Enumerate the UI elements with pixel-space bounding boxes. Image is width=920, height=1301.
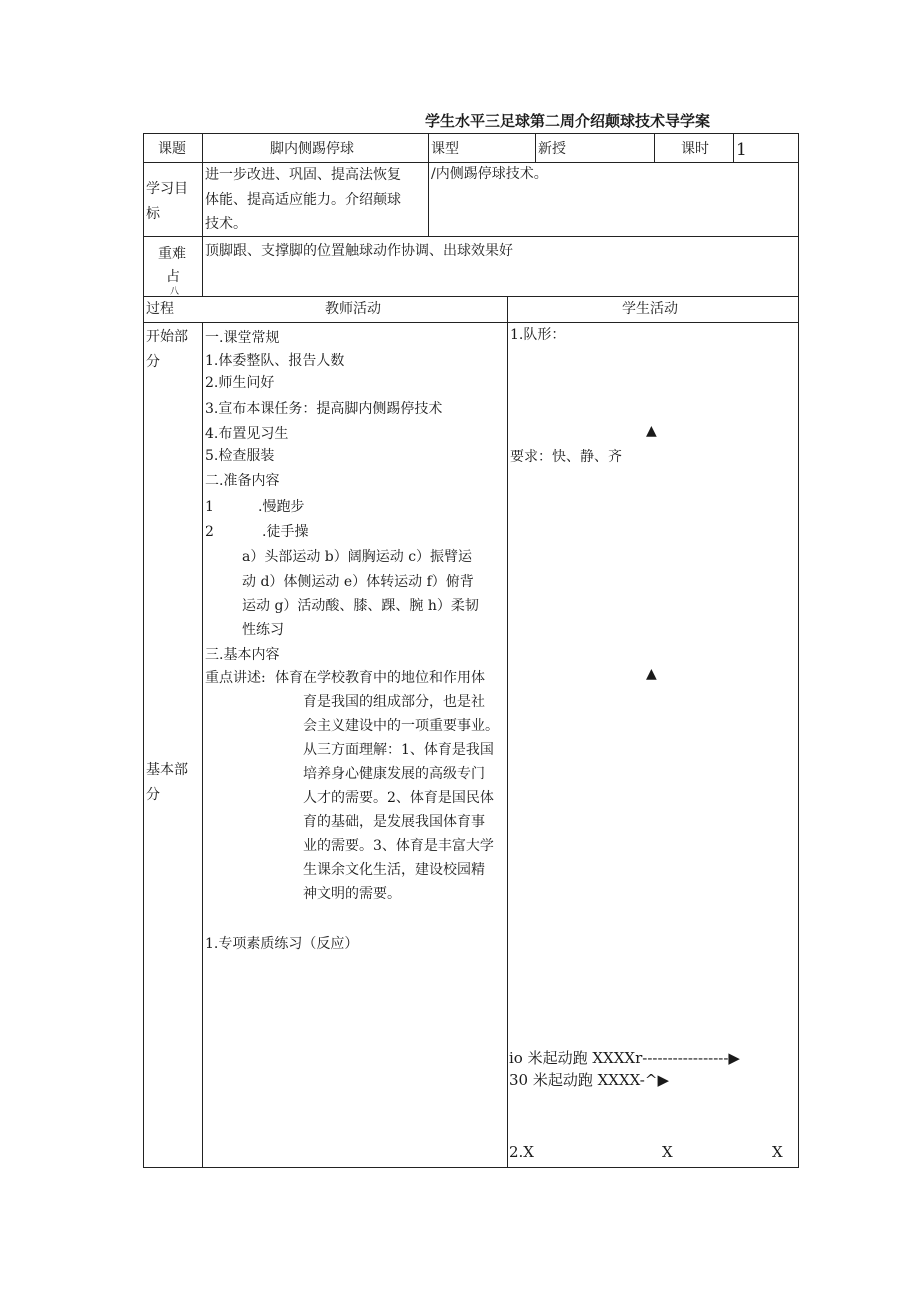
routine-item-2: 2.师生问好	[205, 375, 275, 391]
grid-line	[143, 1167, 799, 1168]
prep-item-1-text: .慢跑步	[258, 499, 305, 515]
basic-title: 三.基本内容	[205, 647, 280, 663]
prep-title: 二.准备内容	[205, 473, 280, 489]
x-marker-3: X	[772, 1143, 783, 1161]
grid-line	[143, 236, 799, 237]
prep-item-2-text: .徒手操	[262, 524, 309, 540]
difficulty-label-2: 占	[166, 269, 180, 285]
exercise-line-2: 动 d）体侧运动 e）体转运动 f）俯背	[242, 574, 474, 590]
grid-line	[143, 133, 144, 1168]
goals-right-text: /内侧踢停球技术。	[431, 166, 548, 182]
routine-item-4: 4.布置见习生	[205, 426, 289, 442]
run-10m-text: io 米起动跑 XXXXr-----------------▶	[509, 1049, 740, 1067]
goals-left-line-2: 体能、提高适应能力。介绍颠球	[205, 192, 401, 208]
column-student: 学生活动	[622, 301, 678, 317]
routine-title: 一.课堂常规	[205, 330, 280, 346]
focus-first-line: 体育在学校教育中的地位和作用体	[275, 670, 485, 686]
grid-line	[428, 133, 429, 236]
grid-line	[733, 133, 734, 162]
type-label: 课型	[431, 141, 459, 157]
focus-label: 重点讲述:	[205, 670, 266, 686]
goals-left-line-1: 进一步改进、巩固、提高法恢复	[205, 167, 401, 183]
grid-line	[143, 296, 799, 297]
grid-line	[798, 133, 799, 1168]
goals-left-line-3: 技术。	[205, 216, 247, 232]
triangle-marker-icon: ▲	[646, 423, 657, 439]
grid-line	[535, 133, 536, 162]
grid-line	[143, 322, 799, 323]
difficulty-label-1: 重难	[158, 246, 186, 262]
section-basic-label-2: 分	[146, 787, 160, 803]
focus-line-8: 生课余文化生活，建设校园精	[303, 862, 485, 878]
section-start-label-1: 开始部	[146, 329, 188, 345]
grid-line	[654, 133, 655, 162]
difficulty-label-3: 八	[170, 287, 180, 297]
exercise-line-4: 性练习	[242, 622, 284, 638]
grid-line	[202, 322, 203, 1168]
focus-line-4: 培养身心健康发展的高级专门	[303, 766, 485, 782]
section-start-label-2: 分	[146, 354, 160, 370]
focus-line-5: 人才的需要。2、体育是国民体	[303, 790, 494, 806]
hours-value: 1	[736, 140, 747, 160]
focus-line-3: 从三方面理解：1、体育是我国	[303, 742, 494, 758]
grid-line	[143, 162, 799, 163]
x-marker-2: X	[662, 1143, 673, 1161]
prep-item-1-number: 1	[205, 499, 214, 515]
prep-item-2-number: 2	[205, 524, 214, 540]
grid-line	[143, 133, 799, 134]
grid-line	[507, 296, 508, 1168]
routine-item-3: 3.宣布本课任务：提高脚内侧踢停技术	[205, 401, 443, 417]
routine-item-1: 1.体委整队、报告人数	[205, 353, 345, 369]
focus-line-7: 业的需要。3、体育是丰富大学	[303, 838, 494, 854]
type-value: 新授	[538, 141, 566, 157]
goals-label-2: 标	[146, 206, 160, 222]
focus-line-6: 育的基础，是发展我国体育事	[303, 814, 485, 830]
run-30m-text: 30 米起动跑 XXXX-^▶	[509, 1071, 669, 1089]
focus-line-1: 育是我国的组成部分，也是社	[303, 694, 485, 710]
requirement-text: 要求：快、静、齐	[510, 449, 622, 465]
triangle-marker-icon: ▲	[646, 666, 657, 682]
page-title: 学生水平三足球第二周介绍颠球技术导学案	[425, 112, 711, 130]
x-marker-1: 2.X	[509, 1143, 534, 1161]
special-practice: 1.专项素质练习（反应）	[205, 936, 359, 952]
difficulty-text: 顶脚跟、支撑脚的位置触球动作协调、出球效果好	[205, 243, 513, 259]
focus-line-2: 会主义建设中的一项重要事业。	[303, 718, 499, 734]
hours-label: 课时	[681, 141, 709, 157]
topic-label: 课题	[158, 141, 186, 157]
column-process: 过程	[146, 301, 174, 317]
column-teacher: 教师活动	[325, 301, 381, 317]
exercise-line-1: a）头部运动 b）阔胸运动 c）振臂运	[242, 549, 473, 565]
topic-value: 脚内侧踢停球	[270, 141, 354, 157]
focus-line-9: 神文明的需要。	[303, 886, 401, 902]
section-basic-label-1: 基本部	[146, 762, 188, 778]
routine-item-5: 5.检查服装	[205, 448, 275, 464]
exercise-line-3: 运动 g）活动酸、膝、踝、腕 h）柔韧	[242, 598, 479, 614]
grid-line	[202, 133, 203, 296]
goals-label-1: 学习目	[146, 181, 188, 197]
formation-label: 1.队形：	[510, 327, 566, 343]
